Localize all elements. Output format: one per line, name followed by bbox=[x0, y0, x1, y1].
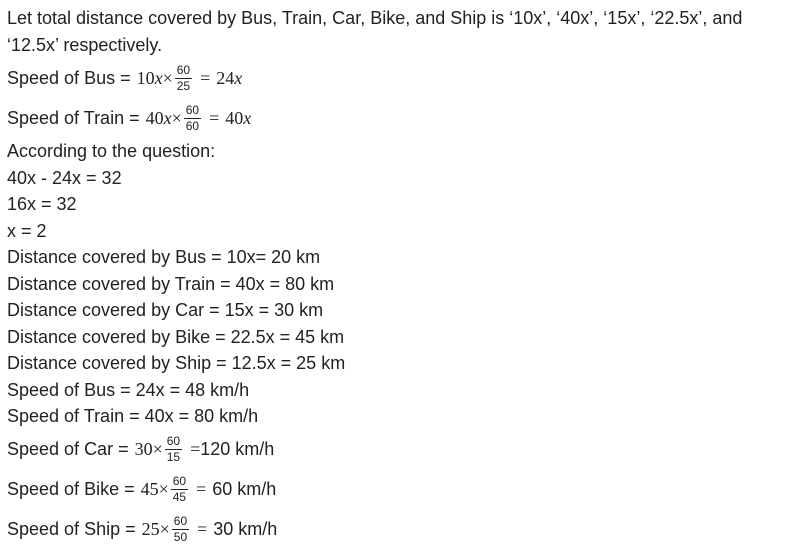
speed-train-line: Speed of Train = 40x = 80 km/h bbox=[7, 406, 259, 426]
times-sign: × bbox=[152, 439, 163, 459]
distance-bike-line: Distance covered by Bike = 22.5x = 45 km bbox=[7, 326, 345, 347]
formula-result: 30 km/h bbox=[213, 519, 278, 539]
fraction-denominator: 50 bbox=[173, 530, 188, 544]
formula-label: Speed of Train = bbox=[7, 107, 140, 128]
formula-variable: x bbox=[163, 107, 172, 128]
distance-car-line: Distance covered by Car = 15x = 30 km bbox=[7, 300, 324, 320]
formula-result-coefficient: 40 bbox=[225, 107, 244, 128]
fraction-numerator: 60 bbox=[166, 434, 181, 448]
speed-of-ship-formula bbox=[7, 510, 789, 550]
formula-coefficient: 45 bbox=[140, 479, 159, 499]
fraction-denominator: 45 bbox=[172, 490, 187, 504]
formula-coefficient: 40 bbox=[145, 107, 164, 128]
speed-of-train-formula bbox=[7, 98, 789, 138]
speed-of-bus-formula bbox=[7, 58, 789, 98]
fraction-denominator: 60 bbox=[185, 118, 200, 133]
formula-coefficient: 10 bbox=[136, 67, 155, 88]
fraction-denominator: 25 bbox=[176, 78, 191, 93]
equation-line: 16x = 32 bbox=[7, 194, 77, 214]
times-sign: × bbox=[162, 67, 173, 88]
formula-variable: x bbox=[154, 67, 163, 88]
distance-bus-line: Distance covered by Bus = 10x= 20 km bbox=[7, 247, 321, 267]
fraction bbox=[175, 64, 192, 93]
intro-paragraph: Let total distance covered by Bus, Train, Car, Bike, and Ship is ‘10x’, ‘40x’, ‘15x’, ‘22.5x’, and ‘12.5x’ respectively. bbox=[7, 8, 743, 55]
fraction-numerator: 60 bbox=[176, 62, 191, 77]
fraction-denominator: 15 bbox=[166, 450, 181, 464]
speed-of-bike-formula bbox=[7, 470, 789, 510]
formula-label: Speed of Bus = bbox=[7, 67, 131, 88]
fraction-numerator: 60 bbox=[172, 474, 187, 488]
distance-ship-line: Distance covered by Ship = 12.5x = 25 km bbox=[7, 353, 346, 373]
question-intro-line: According to the question: bbox=[7, 141, 216, 161]
formula-result-variable: x bbox=[243, 107, 252, 128]
speed-bus-line: Speed of Bus = 24x = 48 km/h bbox=[7, 379, 250, 400]
formula-result-coefficient: 24 bbox=[216, 67, 235, 88]
formula-result-variable: x bbox=[234, 67, 243, 88]
equals-sign: = bbox=[197, 519, 208, 539]
equals-sign: = bbox=[209, 107, 220, 128]
times-sign: × bbox=[159, 519, 170, 539]
equals-sign: = bbox=[196, 479, 207, 499]
formula-coefficient: 30 bbox=[134, 439, 153, 459]
distance-train-line: Distance covered by Train = 40x = 80 km bbox=[7, 273, 335, 294]
formula-label: Speed of Ship = bbox=[7, 519, 136, 539]
fraction-numerator: 60 bbox=[173, 514, 188, 528]
formula-label: Speed of Bike = bbox=[7, 479, 135, 499]
formula-result: 60 km/h bbox=[212, 479, 277, 499]
equals-sign: = bbox=[190, 439, 201, 459]
formula-result: 120 km/h bbox=[200, 439, 275, 459]
speed-of-car-formula bbox=[7, 430, 789, 470]
fraction-numerator: 60 bbox=[185, 102, 200, 117]
formula-label: Speed of Car = bbox=[7, 439, 129, 459]
solution-x-line: x = 2 bbox=[7, 220, 47, 241]
times-sign: × bbox=[158, 479, 169, 499]
equation-line: 40x - 24x = 32 bbox=[7, 167, 122, 188]
fraction bbox=[184, 104, 201, 133]
formula-coefficient: 25 bbox=[141, 519, 160, 539]
solution-document bbox=[7, 5, 789, 550]
equals-sign: = bbox=[200, 67, 211, 88]
fraction bbox=[171, 475, 188, 504]
times-sign: × bbox=[171, 107, 182, 128]
fraction bbox=[165, 435, 182, 464]
